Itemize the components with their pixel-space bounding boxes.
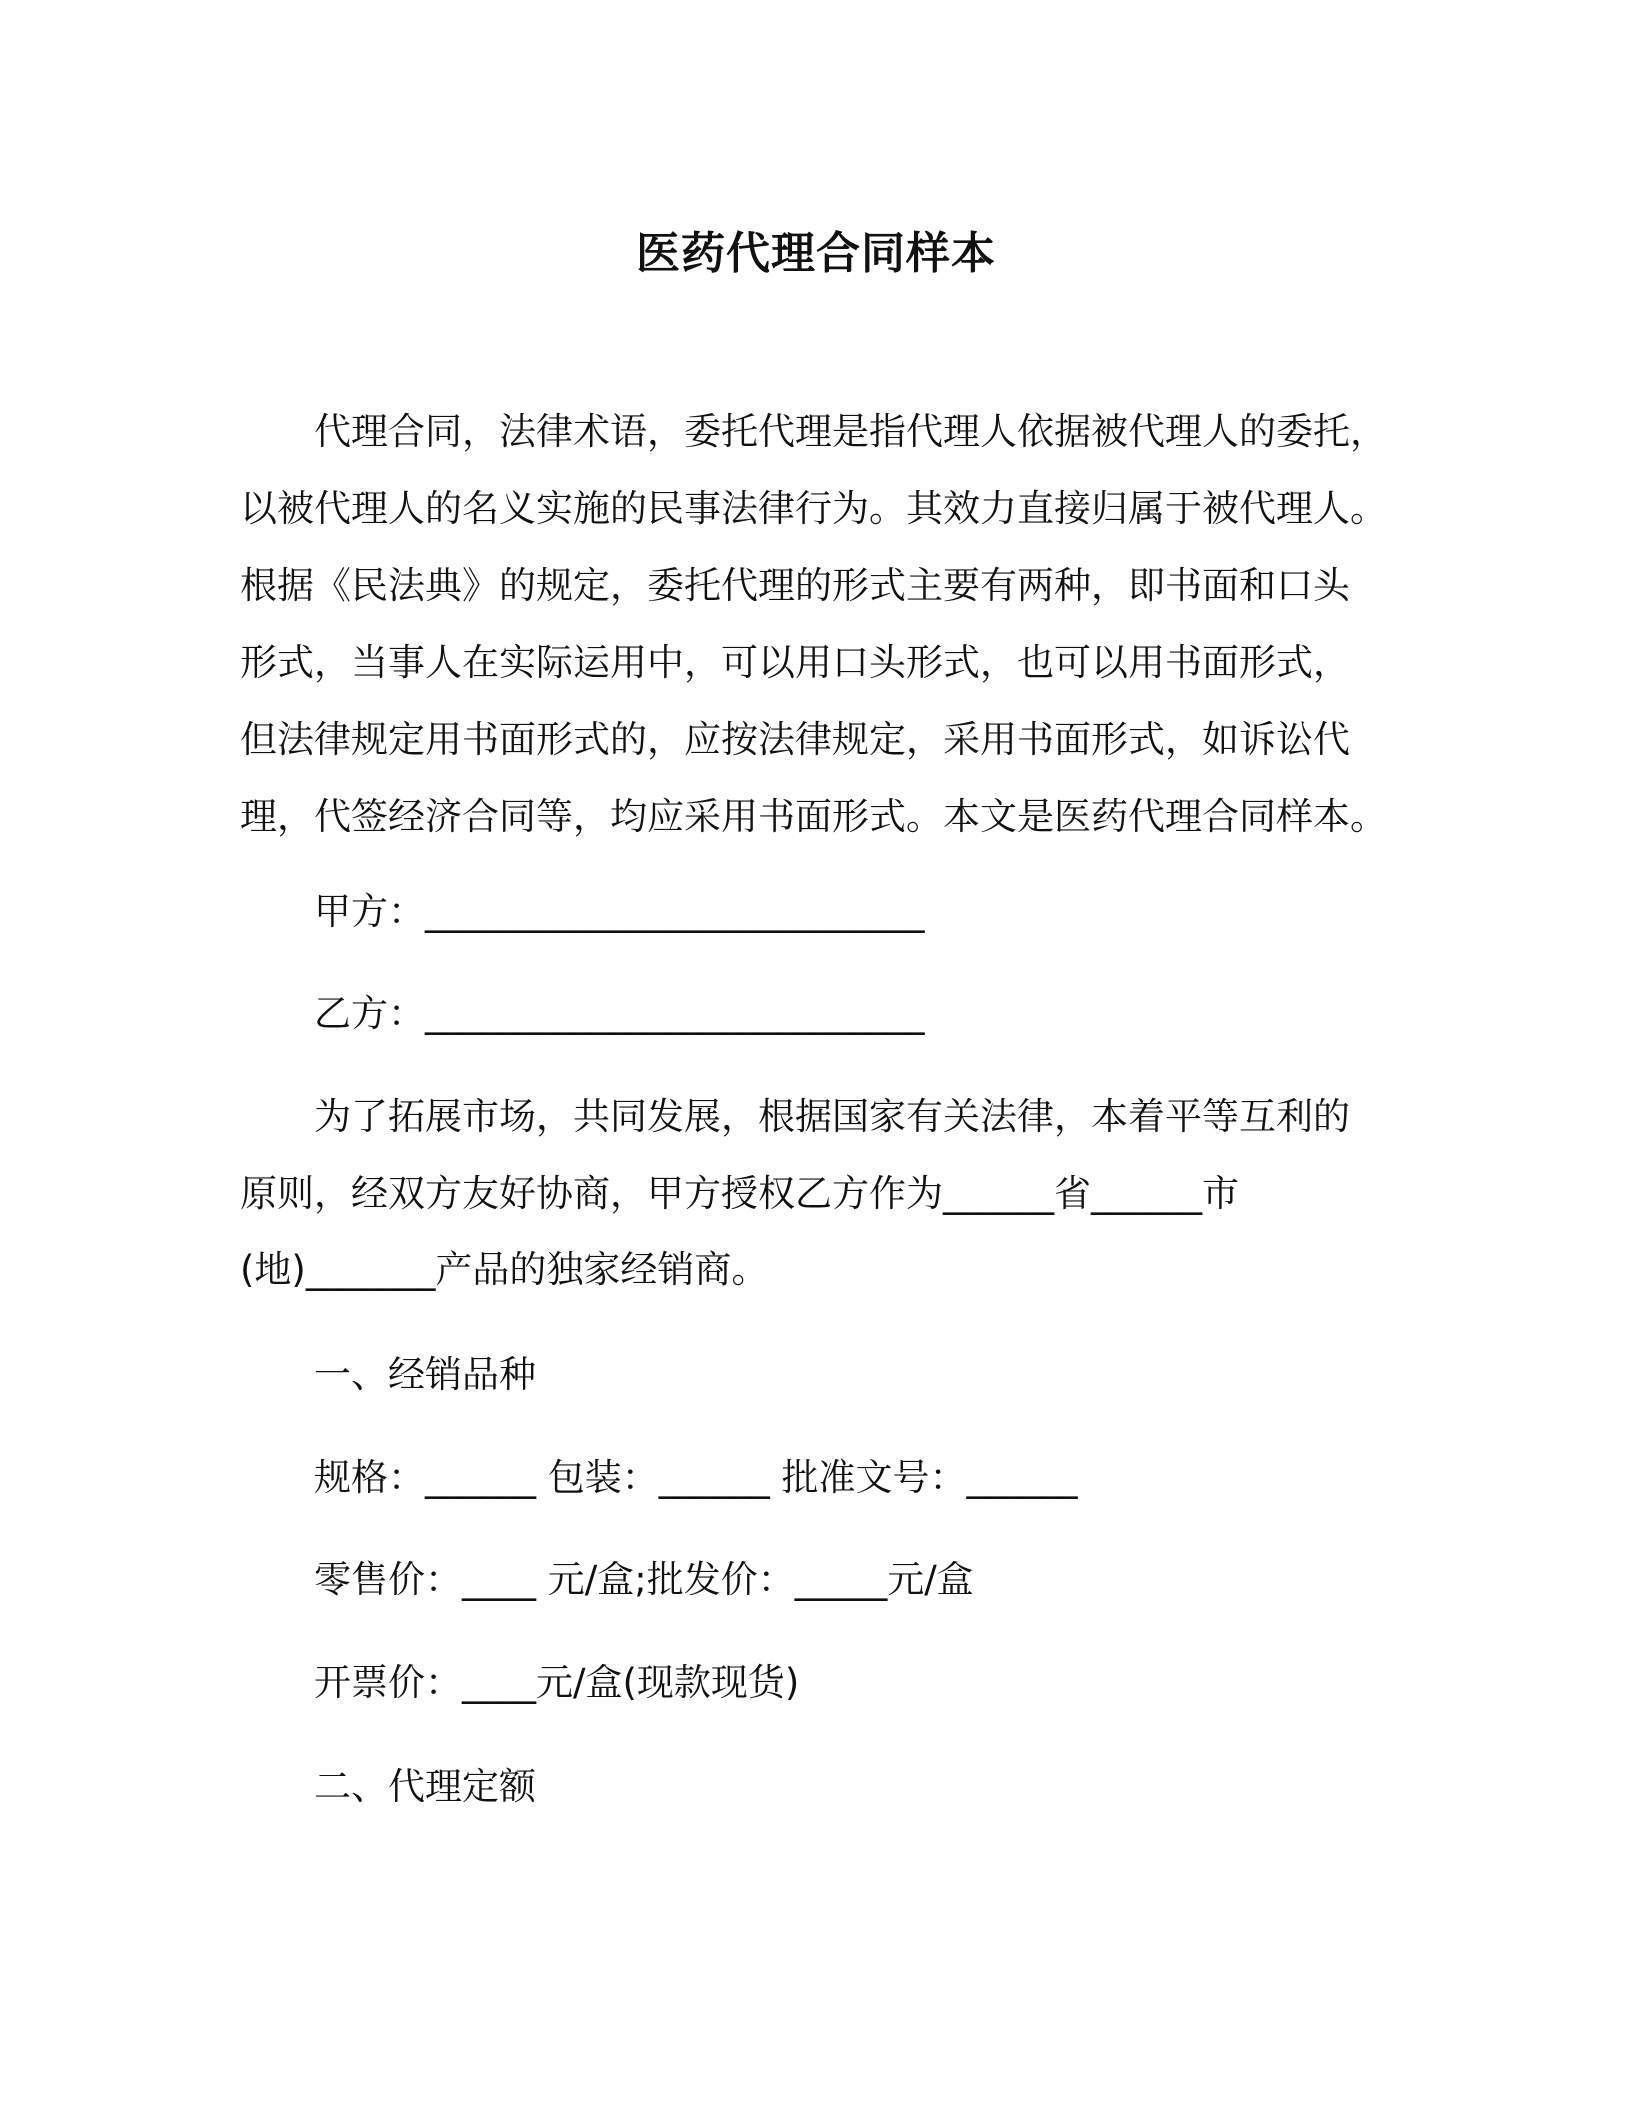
invoice-price-line: 开票价：____元/盒(现款现货) (314, 1661, 800, 1704)
intro-line: 以被代理人的名义实施的民事法律行为。其效力直接归属于被代理人。 (240, 487, 1387, 530)
document-title: 医药代理合同样本 (636, 228, 996, 279)
price-line: 零售价：____ 元/盒;批发价：_____元/盒 (314, 1558, 974, 1601)
intro-line: 形式，当事人在实际运用中，可以用口头形式，也可以用书面形式， (240, 641, 1350, 684)
section-heading-products: 一、经销品种 (314, 1353, 536, 1396)
intro-line: 代理合同，法律术语，委托代理是指代理人依据被代理人的委托， (314, 410, 1387, 453)
purpose-line: 原则，经双方友好协商，甲方授权乙方作为______省______市 (240, 1172, 1239, 1215)
intro-line: 但法律规定用书面形式的，应按法律规定，采用书面形式，如诉讼代 (240, 718, 1350, 761)
purpose-line: (地)_______产品的独家经销商。 (240, 1248, 769, 1291)
party-b-field: 乙方：___________________________ (314, 992, 925, 1035)
spec-line: 规格：______ 包装：______ 批准文号：______ (314, 1456, 1078, 1499)
intro-line: 理，代签经济合同等，均应采用书面形式。本文是医药代理合同样本。 (240, 795, 1387, 838)
intro-line: 根据《民法典》的规定，委托代理的形式主要有两种，即书面和口头 (240, 564, 1350, 607)
purpose-line: 为了拓展市场，共同发展，根据国家有关法律，本着平等互利的 (314, 1095, 1350, 1138)
intro-paragraph (240, 393, 1390, 855)
party-a-field: 甲方：___________________________ (314, 890, 925, 933)
section-heading-quota: 二、代理定额 (314, 1765, 536, 1808)
